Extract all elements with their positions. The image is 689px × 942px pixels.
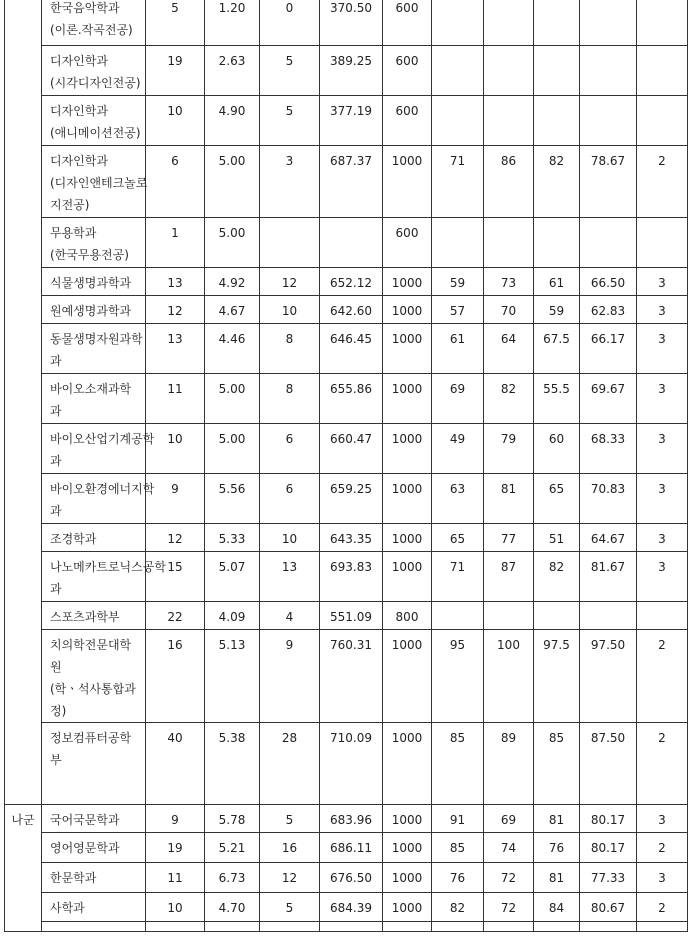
department-name-line: 국어국문학과 (50, 813, 120, 827)
value-cell: 71 (432, 146, 484, 218)
value-cell: 551.09 (320, 602, 383, 630)
department-name-line: 한국음악학과 (50, 1, 120, 15)
value-cell: 642.60 (320, 296, 383, 324)
value-cell: 19 (146, 46, 205, 96)
value-cell: 8 (260, 324, 320, 374)
value-cell: 5.38 (205, 723, 260, 805)
table-row (5, 723, 688, 805)
value-cell: 63 (432, 474, 484, 524)
value-cell (484, 218, 534, 268)
value-cell: 100 (484, 630, 534, 723)
value-cell (637, 218, 688, 268)
value-cell: 5.07 (205, 552, 260, 602)
value-cell (432, 0, 484, 46)
value-cell: 76 (534, 833, 580, 863)
value-cell (534, 218, 580, 268)
table-row (5, 296, 688, 324)
department-name-line: (시각디자인전공) (50, 76, 141, 90)
department-name (42, 922, 146, 932)
value-cell (637, 0, 688, 46)
department-name-line: 바이오환경에너지학 (50, 482, 155, 496)
value-cell: 59 (432, 268, 484, 296)
value-cell: 82 (534, 552, 580, 602)
value-cell: 3 (637, 296, 688, 324)
department-name-line: 치의학전문대학 (50, 638, 132, 652)
value-cell: 5 (260, 893, 320, 922)
value-cell: 51 (534, 524, 580, 552)
value-cell: 72 (484, 863, 534, 893)
value-cell: 97.5 (534, 630, 580, 723)
value-cell: 710.09 (320, 723, 383, 805)
table-row (5, 893, 688, 922)
value-cell: 2 (637, 630, 688, 723)
value-cell: 78.67 (580, 146, 637, 218)
value-cell (580, 922, 637, 932)
value-cell: 1000 (383, 524, 432, 552)
value-cell: 95 (432, 630, 484, 723)
value-cell: 11 (146, 374, 205, 424)
value-cell: 81 (484, 474, 534, 524)
value-cell: 9 (260, 630, 320, 723)
table-row (5, 0, 688, 46)
value-cell (637, 96, 688, 146)
value-cell: 2 (637, 723, 688, 805)
value-cell: 13 (146, 268, 205, 296)
value-cell (320, 922, 383, 932)
value-cell: 72 (484, 893, 534, 922)
table-row (5, 524, 688, 552)
department-name-line: 디자인학과 (50, 54, 108, 68)
value-cell: 59 (534, 296, 580, 324)
value-cell: 4.67 (205, 296, 260, 324)
value-cell: 9 (146, 474, 205, 524)
value-cell: 3 (260, 146, 320, 218)
value-cell: 4.09 (205, 602, 260, 630)
table-row (5, 218, 688, 268)
department-name-line: 과 (50, 454, 62, 468)
value-cell: 687.37 (320, 146, 383, 218)
department-name (42, 96, 146, 146)
value-cell: 3 (637, 524, 688, 552)
value-cell: 64.67 (580, 524, 637, 552)
value-cell: 60 (534, 424, 580, 474)
value-cell: 85 (432, 723, 484, 805)
value-cell: 684.39 (320, 893, 383, 922)
value-cell: 3 (637, 424, 688, 474)
value-cell: 62.83 (580, 296, 637, 324)
value-cell: 74 (484, 833, 534, 863)
value-cell: 82 (534, 146, 580, 218)
value-cell: 71 (432, 552, 484, 602)
department-name-line: 영어영문학과 (50, 841, 120, 855)
value-cell: 3 (637, 474, 688, 524)
department-name (42, 268, 146, 296)
department-name-line: (학ㆍ석사통합과 (50, 682, 136, 696)
value-cell: 97.50 (580, 630, 637, 723)
value-cell: 1000 (383, 893, 432, 922)
value-cell: 66.50 (580, 268, 637, 296)
value-cell (637, 602, 688, 630)
value-cell: 600 (383, 46, 432, 96)
department-name-line: (이론.작곡전공) (50, 23, 133, 37)
value-cell: 377.19 (320, 96, 383, 146)
table-row (5, 324, 688, 374)
value-cell: 77.33 (580, 863, 637, 893)
value-cell: 12 (260, 268, 320, 296)
value-cell: 600 (383, 0, 432, 46)
value-cell: 3 (637, 552, 688, 602)
department-name-line: 사학과 (50, 901, 85, 915)
department-name-line: 스포츠과학부 (50, 610, 120, 624)
value-cell: 69 (484, 805, 534, 833)
department-name (42, 218, 146, 268)
value-cell (637, 46, 688, 96)
value-cell: 1000 (383, 324, 432, 374)
value-cell (580, 96, 637, 146)
table-row (5, 96, 688, 146)
value-cell (432, 46, 484, 96)
value-cell: 1000 (383, 552, 432, 602)
value-cell: 10 (146, 96, 205, 146)
table-row (5, 833, 688, 863)
value-cell: 5 (260, 805, 320, 833)
admissions-table (4, 0, 688, 932)
department-name-line: 디자인학과 (50, 154, 108, 168)
department-name (42, 630, 146, 723)
value-cell: 64 (484, 324, 534, 374)
value-cell: 16 (146, 630, 205, 723)
value-cell: 9 (146, 805, 205, 833)
department-name (42, 552, 166, 602)
value-cell: 3 (637, 268, 688, 296)
value-cell: 4 (260, 602, 320, 630)
table-row (5, 46, 688, 96)
value-cell: 1000 (383, 424, 432, 474)
value-cell: 370.50 (320, 0, 383, 46)
value-cell: 13 (146, 324, 205, 374)
value-cell: 86 (484, 146, 534, 218)
value-cell (580, 0, 637, 46)
value-cell: 1000 (383, 474, 432, 524)
value-cell: 40 (146, 723, 205, 805)
department-name (42, 296, 146, 324)
value-cell: 1 (146, 218, 205, 268)
value-cell: 73 (484, 268, 534, 296)
value-cell: 5.00 (205, 424, 260, 474)
value-cell (534, 96, 580, 146)
value-cell: 5 (260, 96, 320, 146)
value-cell: 80.17 (580, 805, 637, 833)
value-cell: 65 (534, 474, 580, 524)
table-row (5, 805, 688, 833)
value-cell: 1000 (383, 146, 432, 218)
value-cell: 683.96 (320, 805, 383, 833)
value-cell: 2.63 (205, 46, 260, 96)
department-name-line: (디자인앤테크놀로 (50, 176, 148, 190)
value-cell: 22 (146, 602, 205, 630)
value-cell: 5.13 (205, 630, 260, 723)
value-cell: 12 (146, 524, 205, 552)
department-name (42, 833, 146, 863)
department-name (42, 863, 146, 893)
department-name-line: 바이오산업기계공학 (50, 432, 155, 446)
department-name (42, 893, 146, 922)
department-name (42, 805, 146, 833)
value-cell: 19 (146, 833, 205, 863)
department-name-line: 과 (50, 504, 62, 518)
table-row (5, 374, 688, 424)
value-cell: 1000 (383, 833, 432, 863)
value-cell: 659.25 (320, 474, 383, 524)
value-cell: 13 (260, 552, 320, 602)
department-name-line: 정보컴퓨터공학 (50, 731, 132, 745)
value-cell (580, 46, 637, 96)
value-cell (484, 602, 534, 630)
value-cell: 69 (432, 374, 484, 424)
value-cell: 686.11 (320, 833, 383, 863)
value-cell (205, 922, 260, 932)
value-cell (320, 218, 383, 268)
department-name-line: 과 (50, 354, 62, 368)
department-name (42, 146, 146, 218)
value-cell: 4.90 (205, 96, 260, 146)
value-cell: 2 (637, 833, 688, 863)
value-cell (432, 602, 484, 630)
table-row (5, 922, 688, 932)
value-cell: 5.00 (205, 146, 260, 218)
value-cell: 4.70 (205, 893, 260, 922)
value-cell: 82 (432, 893, 484, 922)
value-cell: 5 (146, 0, 205, 46)
department-name-line: (애니메이션전공) (50, 126, 141, 140)
value-cell: 81.67 (580, 552, 637, 602)
value-cell: 1000 (383, 863, 432, 893)
value-cell: 82 (484, 374, 534, 424)
value-cell: 5.56 (205, 474, 260, 524)
table-row (5, 552, 688, 602)
value-cell: 8 (260, 374, 320, 424)
value-cell: 61 (432, 324, 484, 374)
value-cell: 600 (383, 96, 432, 146)
value-cell: 1.20 (205, 0, 260, 46)
value-cell (383, 922, 432, 932)
value-cell: 89 (484, 723, 534, 805)
value-cell: 1000 (383, 296, 432, 324)
department-name-line: 원예생명과학과 (50, 304, 132, 318)
table-row (5, 146, 688, 218)
department-name-line: 조경학과 (50, 532, 97, 546)
value-cell: 55.5 (534, 374, 580, 424)
department-name-line: 디자인학과 (50, 104, 108, 118)
value-cell: 5.33 (205, 524, 260, 552)
value-cell: 655.86 (320, 374, 383, 424)
value-cell: 760.31 (320, 630, 383, 723)
value-cell: 10 (260, 524, 320, 552)
value-cell: 5.21 (205, 833, 260, 863)
value-cell: 676.50 (320, 863, 383, 893)
table-row (5, 602, 688, 630)
department-name-line: 한문학과 (50, 871, 97, 885)
value-cell: 80.17 (580, 833, 637, 863)
value-cell: 87 (484, 552, 534, 602)
value-cell: 77 (484, 524, 534, 552)
value-cell: 57 (432, 296, 484, 324)
value-cell: 4.46 (205, 324, 260, 374)
value-cell (260, 922, 320, 932)
value-cell: 81 (534, 863, 580, 893)
value-cell: 10 (146, 424, 205, 474)
value-cell (432, 922, 484, 932)
value-cell: 5.00 (205, 218, 260, 268)
value-cell: 10 (260, 296, 320, 324)
value-cell: 11 (146, 863, 205, 893)
department-name (42, 0, 146, 46)
value-cell (534, 602, 580, 630)
value-cell (484, 922, 534, 932)
department-name (42, 424, 155, 474)
department-name-line: 원 (50, 660, 62, 674)
value-cell: 6 (260, 474, 320, 524)
value-cell: 70 (484, 296, 534, 324)
department-name-line: (한국무용전공) (50, 248, 129, 262)
value-cell (432, 96, 484, 146)
department-name-line: 과 (50, 404, 62, 418)
value-cell: 646.45 (320, 324, 383, 374)
value-cell: 70.83 (580, 474, 637, 524)
value-cell: 600 (383, 218, 432, 268)
department-name-line: 지전공) (50, 198, 90, 212)
value-cell (146, 922, 205, 932)
value-cell: 3 (637, 863, 688, 893)
department-name (42, 46, 146, 96)
value-cell: 660.47 (320, 424, 383, 474)
group-label: 나군 (5, 805, 42, 932)
value-cell: 10 (146, 893, 205, 922)
value-cell: 66.17 (580, 324, 637, 374)
value-cell: 3 (637, 324, 688, 374)
value-cell: 2 (637, 893, 688, 922)
value-cell: 80.67 (580, 893, 637, 922)
department-name-line: 식물생명과학과 (50, 276, 132, 290)
department-name-line: 무용학과 (50, 226, 97, 240)
table-row (5, 268, 688, 296)
value-cell: 3 (637, 374, 688, 424)
value-cell: 67.5 (534, 324, 580, 374)
value-cell (260, 218, 320, 268)
department-name-line: 나노메카트로닉스공학 (50, 560, 166, 574)
department-name-line: 부 (50, 753, 62, 767)
value-cell (484, 46, 534, 96)
table-row (5, 863, 688, 893)
value-cell: 68.33 (580, 424, 637, 474)
value-cell: 5 (260, 46, 320, 96)
value-cell (534, 46, 580, 96)
value-cell: 15 (146, 552, 205, 602)
value-cell: 87.50 (580, 723, 637, 805)
value-cell: 389.25 (320, 46, 383, 96)
value-cell: 61 (534, 268, 580, 296)
value-cell: 91 (432, 805, 484, 833)
value-cell (637, 922, 688, 932)
value-cell: 6 (146, 146, 205, 218)
value-cell: 1000 (383, 805, 432, 833)
value-cell: 0 (260, 0, 320, 46)
value-cell: 3 (637, 805, 688, 833)
table-row (5, 474, 688, 524)
department-name-line: 과 (50, 582, 62, 596)
value-cell: 5.78 (205, 805, 260, 833)
value-cell (580, 218, 637, 268)
value-cell: 800 (383, 602, 432, 630)
department-name (42, 374, 146, 424)
value-cell (432, 218, 484, 268)
value-cell (484, 0, 534, 46)
value-cell: 5.00 (205, 374, 260, 424)
value-cell: 6.73 (205, 863, 260, 893)
table-row (5, 630, 688, 723)
department-name-line: 동물생명자원과학 (50, 332, 143, 346)
value-cell (534, 0, 580, 46)
department-name (42, 524, 146, 552)
value-cell: 81 (534, 805, 580, 833)
value-cell (580, 602, 637, 630)
value-cell: 643.35 (320, 524, 383, 552)
value-cell: 1000 (383, 374, 432, 424)
value-cell: 2 (637, 146, 688, 218)
value-cell: 85 (534, 723, 580, 805)
value-cell: 16 (260, 833, 320, 863)
table-row (5, 424, 688, 474)
value-cell (484, 96, 534, 146)
group-label (5, 0, 42, 805)
department-name (42, 324, 146, 374)
department-name (42, 474, 155, 524)
value-cell (534, 922, 580, 932)
value-cell: 65 (432, 524, 484, 552)
department-name (42, 602, 146, 630)
value-cell: 6 (260, 424, 320, 474)
value-cell: 12 (146, 296, 205, 324)
value-cell: 1000 (383, 268, 432, 296)
value-cell: 84 (534, 893, 580, 922)
value-cell: 69.67 (580, 374, 637, 424)
value-cell: 79 (484, 424, 534, 474)
value-cell: 76 (432, 863, 484, 893)
value-cell: 693.83 (320, 552, 383, 602)
value-cell: 1000 (383, 723, 432, 805)
department-name-line: 정) (50, 704, 67, 718)
value-cell: 652.12 (320, 268, 383, 296)
department-name-line: 바이오소재과학 (50, 382, 132, 396)
value-cell: 4.92 (205, 268, 260, 296)
value-cell: 85 (432, 833, 484, 863)
value-cell: 28 (260, 723, 320, 805)
value-cell: 1000 (383, 630, 432, 723)
value-cell: 12 (260, 863, 320, 893)
department-name (42, 723, 146, 805)
value-cell: 49 (432, 424, 484, 474)
